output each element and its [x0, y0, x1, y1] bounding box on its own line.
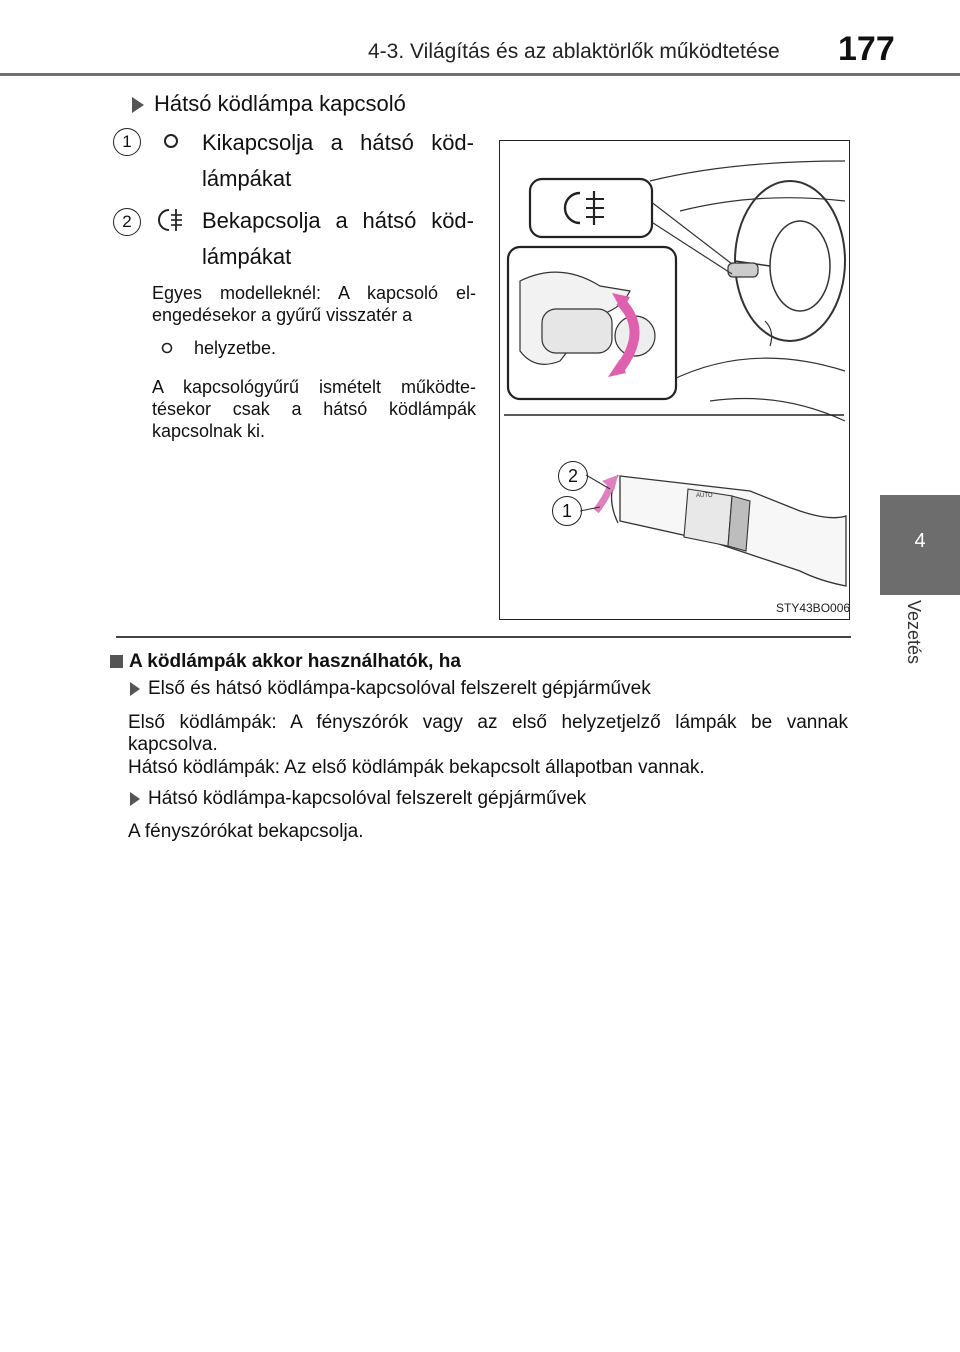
case1-rear-fog-text: Hátsó ködlámpák: Az első ködlámpák bekapcsolt állapotban vannak. [128, 757, 705, 778]
o-symbol-icon [162, 132, 180, 150]
item-number-1: 1 [113, 128, 141, 156]
rear-fog-lamp-icon [158, 206, 186, 234]
o-symbol-icon-small [160, 341, 174, 355]
chapter-tab-number: 4 [914, 530, 926, 552]
illustration-drawing [500, 141, 851, 618]
triangle-bullet-icon [130, 682, 140, 696]
chapter-side-label [902, 600, 932, 680]
case2-title-text: Hátsó ködlámpa-kapcsolóval felszerelt gépjárművek [148, 788, 587, 809]
page-number: 177 [838, 30, 895, 68]
square-bullet-icon [110, 655, 123, 668]
release-note-text: Egyes modelleknél: A kapcsoló el-engedésekor a gyűrű visszatér a [152, 283, 476, 325]
figure-callout-1: 1 [552, 496, 582, 526]
item-2-text: Bekapcsolja a hátsó köd-lámpákat [202, 208, 474, 269]
case1-title-text: Első és hátsó ködlámpa-kapcsolóval felszerelt gépjárművek [148, 678, 651, 699]
item-number-2: 2 [113, 208, 141, 236]
header-rule [0, 73, 960, 76]
usage-heading [110, 651, 461, 673]
repeat-operation-note: A kapcsológyűrű ismételt működte-tésekor csak a hátsó ködlámpák kapcsolnak ki. [152, 377, 476, 441]
case2-title [130, 788, 586, 810]
figure-callout-2: 2 [558, 461, 588, 491]
rear-fog-switch-heading [132, 86, 406, 122]
item-1-text: Kikapcsolja a hátsó köd-lámpákat [202, 130, 474, 191]
chapter-side-label-text: Vezetés [904, 600, 924, 665]
auto-stalk-label: AUTO [696, 493, 713, 499]
triangle-bullet-icon [130, 792, 140, 806]
running-header-title: 4-3. Világítás és az ablaktörlők működtetése [368, 40, 780, 63]
case1-title [130, 678, 651, 700]
rear-fog-switch-heading-text: Hátsó ködlámpa kapcsoló [154, 91, 406, 116]
release-note-position-text: helyzetbe. [194, 338, 277, 358]
case1-front-fog-text: Első ködlámpák: A fényszórók vagy az első helyzetjelző lámpák be vannak kapcsolva. [128, 712, 848, 755]
usage-heading-text: A ködlámpák akkor használhatók, ha [129, 651, 461, 672]
section-rule [116, 636, 851, 638]
triangle-bullet-icon [132, 97, 144, 113]
figure-code: STY43BO006 [776, 601, 851, 615]
case2-text: A fényszórókat bekapcsolja. [128, 821, 364, 842]
fog-switch-illustration [499, 140, 850, 620]
